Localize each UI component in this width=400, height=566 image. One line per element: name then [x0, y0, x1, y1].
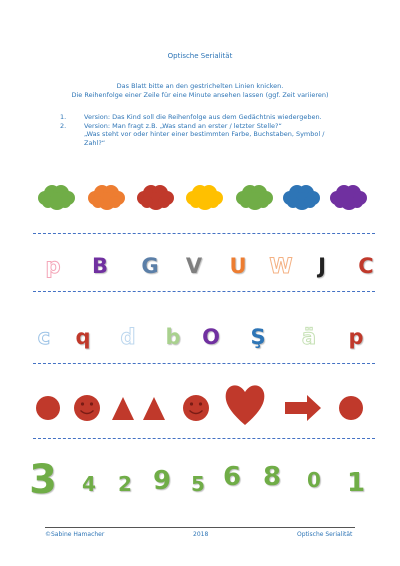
instruction-item-2 [60, 122, 360, 148]
digit-glyph: 1 [346, 468, 366, 498]
page-title: Optische Serialität [167, 52, 233, 60]
digit-glyph: 4 [82, 472, 96, 496]
digit-glyph: 5 [191, 472, 205, 496]
letter-glyph: V [185, 254, 203, 278]
cloud-row [0, 183, 400, 213]
footer-title: Optische Serialität [297, 531, 353, 538]
cloud-icon [185, 184, 223, 210]
letter-glyph: C [358, 254, 374, 278]
letter-glyph: W [269, 254, 293, 278]
instruction-text: Version: Das Kind soll die Reihenfolge aus dem Gedächtnis wiedergeben. [84, 113, 322, 121]
footer-author: ©Sabine Hamacher [45, 531, 105, 538]
letter-glyph: d [120, 325, 136, 349]
letter-glyph: c [37, 325, 51, 349]
footer-year: 2018 [193, 531, 209, 538]
cloud-icon [136, 184, 174, 210]
intro-line-1: Das Blatt bitte an den gestrichelten Linien knicken. [116, 82, 284, 90]
letter-glyph: U [229, 254, 247, 278]
instruction-number: 1. [60, 113, 67, 121]
letter-row-lowercase [0, 327, 400, 353]
instruction-list [60, 113, 360, 147]
fold-line [33, 438, 375, 439]
digit-glyph: 0 [307, 468, 321, 492]
fold-line [33, 291, 375, 292]
instruction-text: Zahl?“ [84, 138, 106, 147]
digit-glyph: 6 [222, 462, 242, 492]
cloud-icon [37, 184, 75, 210]
intro-text [0, 82, 400, 100]
fold-line [33, 233, 375, 234]
letter-glyph: q [75, 325, 91, 349]
digit-glyph: 8 [262, 462, 282, 492]
instruction-text: „Was steht vor oder hinter einer bestimmten Farbe, Buchstaben, Symbol / [84, 130, 325, 139]
letter-glyph: p [348, 325, 364, 349]
digit-glyph: 2 [118, 472, 132, 496]
cloud-icon [329, 184, 367, 210]
smiley-icon [181, 393, 211, 423]
letter-glyph: G [141, 254, 159, 278]
instruction-text: Version: Man fragt z.B. „Was stand an erster / letzter Stelle?“ [84, 121, 282, 130]
digit-row [0, 458, 400, 506]
letter-glyph: p [45, 254, 61, 278]
cloud-icon [282, 184, 320, 210]
circle-icon [33, 393, 63, 423]
digit-glyph: 3 [29, 457, 57, 503]
fold-line [33, 363, 375, 364]
letter-glyph: J [318, 254, 326, 278]
arrow-icon [283, 393, 323, 423]
letter-row-uppercase [0, 256, 400, 282]
cloud-icon [87, 184, 125, 210]
digit-glyph: 9 [152, 466, 172, 496]
circle-icon [336, 393, 366, 423]
cloud-icon [235, 184, 273, 210]
smiley-icon [72, 393, 102, 423]
triangle-icon [139, 393, 169, 423]
instruction-item-1 [60, 113, 360, 122]
instruction-number: 2. [60, 121, 67, 130]
footer-rule [45, 527, 355, 528]
letter-glyph: O [202, 325, 220, 349]
triangle-icon [108, 393, 138, 423]
letter-glyph: ä [301, 325, 317, 349]
intro-line-2: Die Reihenfolge einer Zeile für eine Minute ansehen lassen (ggf. Zeit variieren) [71, 91, 329, 99]
letter-glyph: b [165, 325, 181, 349]
heart-icon [223, 381, 267, 427]
letter-glyph: B [91, 254, 109, 278]
letter-glyph: Ş [250, 325, 266, 349]
shape-row [0, 381, 400, 429]
